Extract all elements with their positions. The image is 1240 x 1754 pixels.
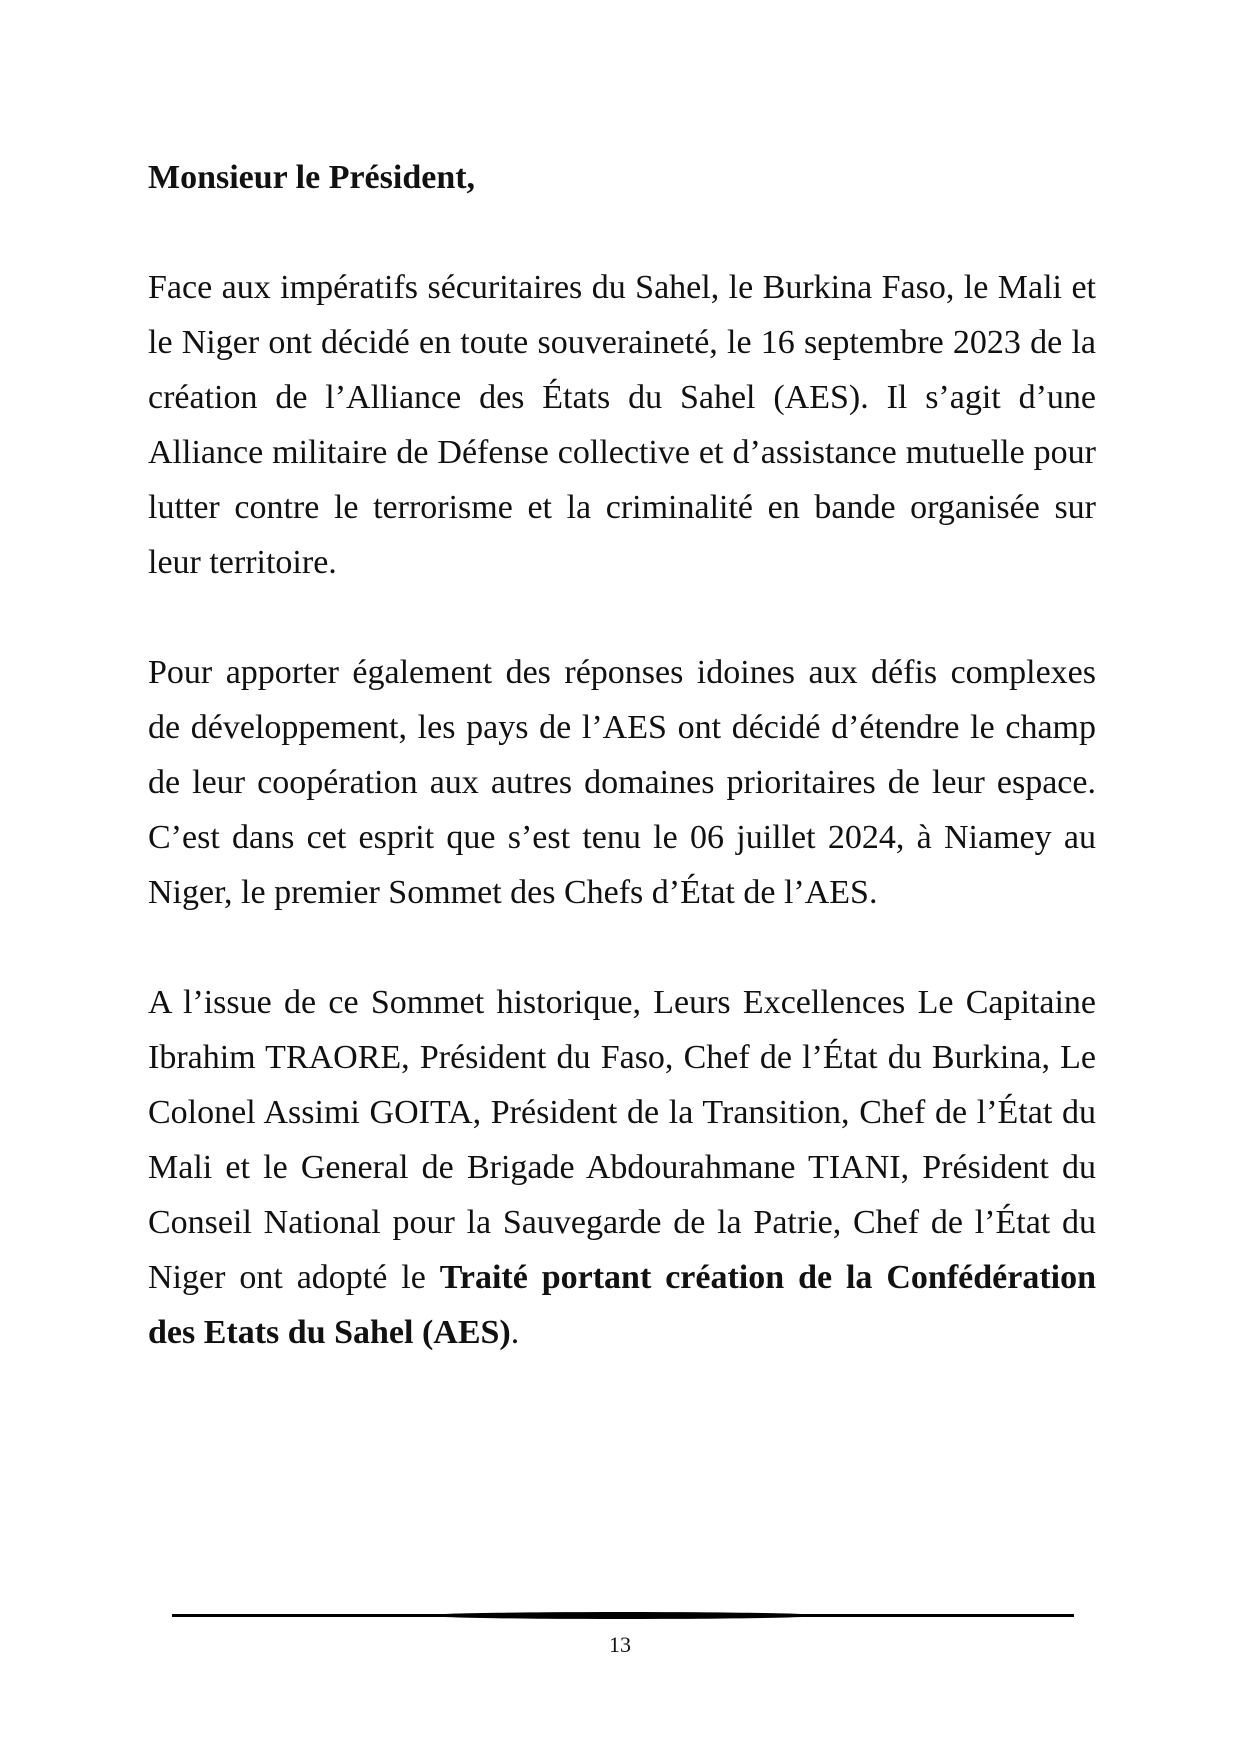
paragraph-treaty	[148, 975, 1096, 1360]
paragraph-treaty-end: .	[510, 1314, 520, 1351]
footer-divider	[172, 1614, 1074, 1617]
paragraph-treaty-text: A l’issue de ce Sommet historique, Leurs Excellences Le Capitaine Ibrahim TRAORE, Président du Faso, Chef de l’État du Burkina, Le Colonel Assimi GOITA, Président de la Transition, Chef de l’État du Mali et le General de Brigade Abdourahmane TIANI, Président du Conseil National pour la Sauvegarde de la Patrie, Chef de l’État du Niger ont adopté le	[148, 984, 1096, 1296]
page-number: 13	[609, 1632, 631, 1657]
paragraph-aes-creation: Face aux impératifs sécuritaires du Sahel, le Burkina Faso, le Mali et le Niger ont décidé en toute souveraineté, le 16 septembre 2023 de la création de l’Alliance des États du Sahel (AES). Il s’agit d’une Alliance militaire de Défense collective et d’assistance mutuelle pour lutter contre le terrorisme et la criminalité en bande organisée sur leur territoire.	[148, 269, 1096, 581]
page-body	[148, 150, 1096, 1415]
treaty-title: Traité portant création de la Confédération des Etats du Sahel (AES)	[148, 1259, 1096, 1351]
salutation: Monsieur le Président,	[148, 159, 476, 196]
paragraph-cooperation: Pour apporter également des réponses idoines aux défis complexes de développement, les pays de l’AES ont décidé d’étendre le champ de leur coopération aux autres domaines prioritaires de leur espace. C’est dans cet esprit que s’est tenu le 06 juillet 2024, à Niamey au Niger, le premier Sommet des Chefs d’État de l’AES.	[148, 654, 1096, 911]
